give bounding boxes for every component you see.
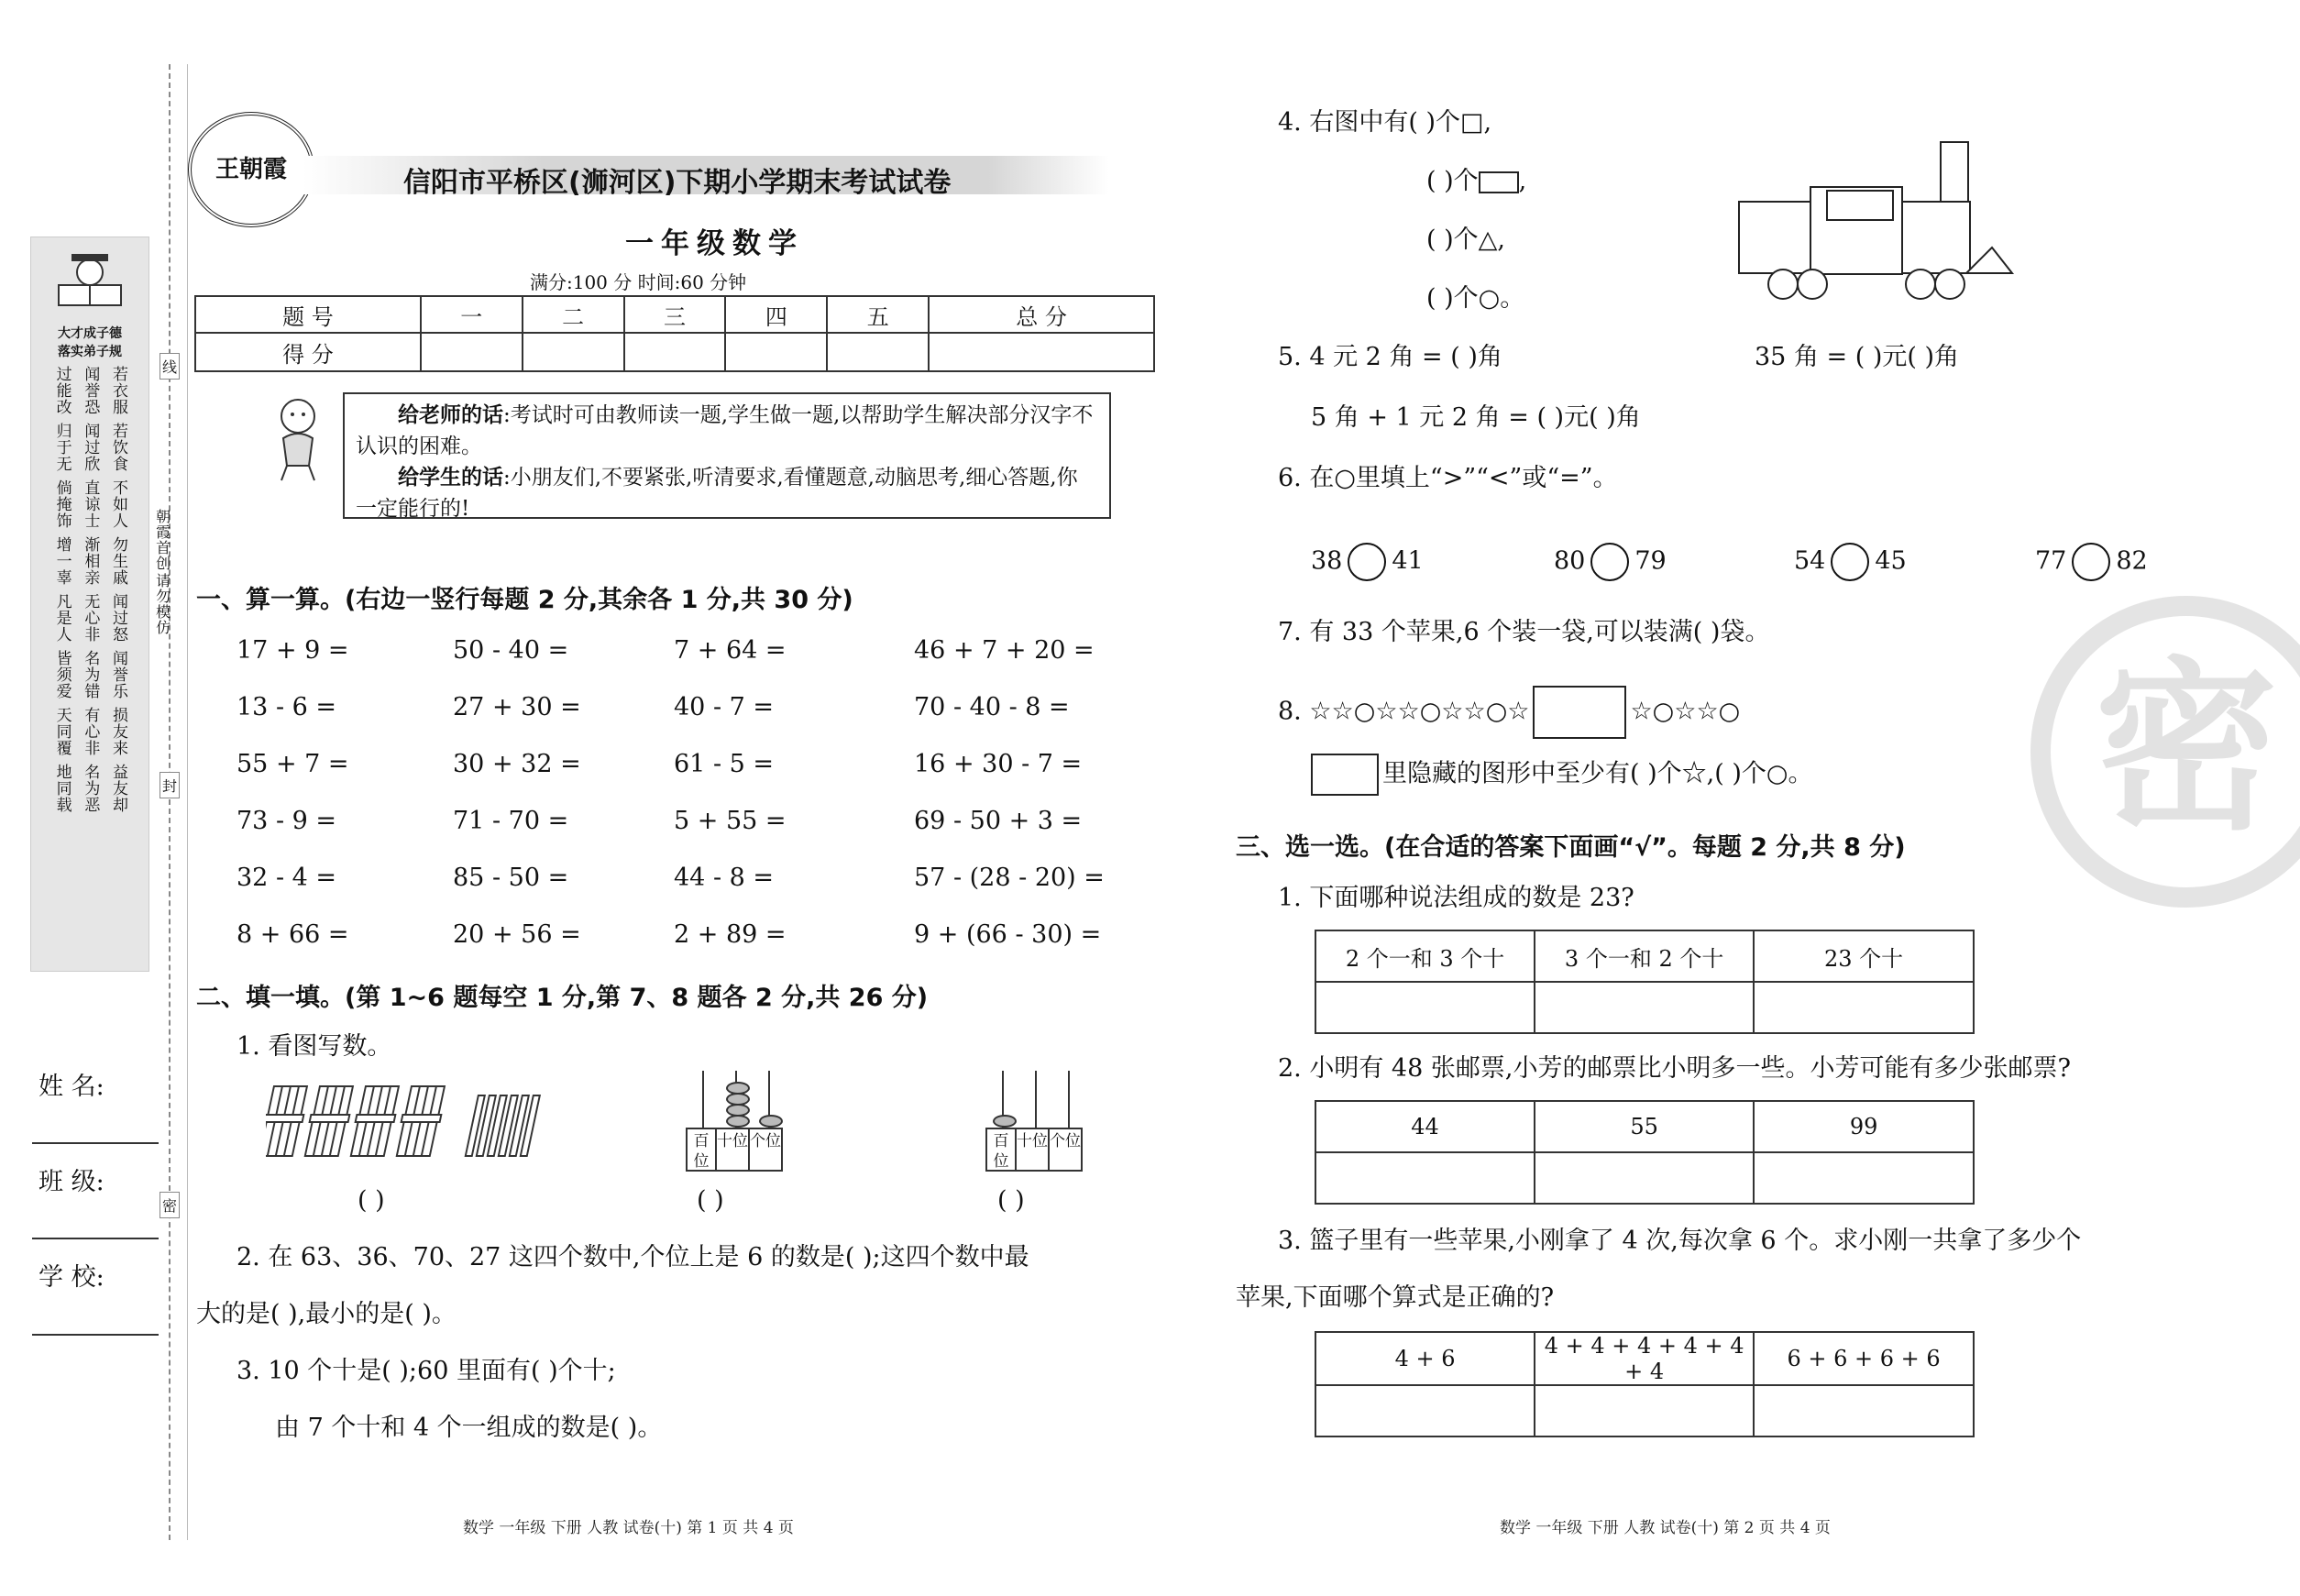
student-note: [356, 462, 1098, 524]
calc-problem: 7 + 64 =: [674, 636, 787, 665]
poem-column: 若衣服: [109, 366, 127, 415]
school-label: 学 校:: [39, 1263, 105, 1292]
answer-cell[interactable]: [1535, 1385, 1754, 1436]
score-input-cell[interactable]: [725, 333, 827, 371]
poem-column: 渐相亲: [81, 536, 100, 586]
compare-3: [1794, 543, 1907, 581]
answer-cell[interactable]: [1754, 1385, 1974, 1436]
score-header-cell: 五: [827, 296, 929, 333]
calc-problem: 70 - 40 - 8 =: [914, 693, 1070, 721]
class-label: 班 级:: [39, 1168, 105, 1196]
question-4-line-4: ( )个○。: [1426, 284, 1525, 313]
abacus-1: [686, 1071, 787, 1176]
question-2-3-line-2: 由 7 个十和 4 个一组成的数是( )。: [275, 1414, 663, 1442]
motto-line-2: 落实弟子规: [58, 345, 122, 359]
place-label-ones: 个位: [750, 1128, 783, 1172]
student-note-label: 给学生的话: [398, 466, 503, 490]
compare-left-value: 80: [1554, 546, 1586, 576]
answer-cell[interactable]: [1754, 982, 1974, 1033]
question-5-part-3: 5 角 + 1 元 2 角 = ( )元( )角: [1311, 403, 1641, 432]
question-8-line-2: [1311, 754, 1812, 796]
question-2-3-line-1: 3. 10 个十是( );60 里面有( )个十;: [237, 1357, 616, 1385]
calc-problem: 73 - 9 =: [237, 807, 337, 835]
options-table-1: [1315, 930, 1975, 1034]
teacher-note-text: :考试时可由教师读一题,学生做一题,以帮助学生解决部分汉字不认识的困难。: [356, 403, 1094, 458]
calc-problem: 32 - 4 =: [237, 864, 337, 892]
section-3-heading: 三、选一选。(在合适的答案下面画“√”。每题 2 分,共 8 分): [1236, 833, 1906, 862]
option-label: 3 个一和 2 个十: [1535, 930, 1754, 982]
poem-column: 凡是人: [52, 593, 72, 643]
compare-right-value: 45: [1875, 546, 1907, 576]
poem-column: 闻誉乐: [109, 650, 127, 699]
compare-circle[interactable]: [1590, 543, 1629, 581]
answer-cell[interactable]: [1535, 1152, 1754, 1204]
student-note-text: :小朋友们,不要紧张,听清要求,看懂题意,动脑思考,细心答题,你一定能行的!: [356, 466, 1078, 521]
exam-meta: 满分:100 分 时间:60 分钟: [530, 271, 747, 293]
notes-box: [343, 392, 1111, 519]
name-label: 姓 名:: [39, 1073, 105, 1101]
poem-column: 天同覆: [52, 707, 72, 756]
margin-solid-line: [187, 64, 188, 1540]
option-label: 99: [1754, 1101, 1974, 1152]
answer-blank-sticks[interactable]: ( ): [358, 1186, 385, 1215]
place-label-ones: 个位: [1050, 1128, 1083, 1172]
score-row-label: 得 分: [195, 333, 421, 371]
score-table: [194, 295, 1155, 372]
section-2-heading: 二、填一填。(第 1~6 题每空 1 分,第 7、8 题各 2 分,共 26 分): [196, 984, 929, 1012]
abacus-bead: [993, 1115, 1017, 1128]
question-2-1: 1. 看图写数。: [237, 1032, 392, 1061]
calc-problem: 20 + 56 =: [453, 920, 581, 949]
compare-left-value: 77: [2035, 546, 2067, 576]
binding-mark-seal: 封: [160, 772, 180, 798]
footer-left: 数学 一年级 下册 人教 试卷(十) 第 1 页 共 4 页: [463, 1519, 794, 1537]
teacher-note: [356, 400, 1098, 462]
teacher-note-label: 给老师的话: [398, 403, 503, 427]
question-3-3-line-2: 苹果,下面哪个算式是正确的?: [1236, 1283, 1555, 1312]
score-header-cell: 二: [523, 296, 624, 333]
question-5-part-2: 35 角 = ( )元( )角: [1755, 343, 1960, 371]
place-label-hundreds: 百位: [985, 1128, 1017, 1172]
stick-bundles-image: [266, 1082, 559, 1164]
compare-4: [2035, 543, 2148, 581]
scholar-icon: [31, 237, 149, 320]
poem-column: 损友来: [109, 707, 127, 756]
calc-problem: 30 + 32 =: [453, 750, 581, 778]
compare-circle[interactable]: [1348, 543, 1386, 581]
answer-cell[interactable]: [1315, 1385, 1535, 1436]
footer-right: 数学 一年级 下册 人教 试卷(十) 第 2 页 共 4 页: [1500, 1519, 1831, 1537]
logo-seal: [188, 112, 314, 227]
score-header-cell: 一: [421, 296, 523, 333]
name-field[interactable]: [32, 1142, 159, 1144]
options-table-3: [1315, 1331, 1975, 1437]
question-4-line-2: [1426, 169, 1526, 193]
question-6: 6. 在○里填上“>”“<”或“=”。: [1278, 464, 1618, 492]
poem-column: 若饮食: [109, 423, 127, 472]
calc-problem: 71 - 70 =: [453, 807, 569, 835]
poem-column: 闻誉恐: [81, 366, 100, 415]
school-field[interactable]: [32, 1334, 159, 1336]
calc-problem: 27 + 30 =: [453, 693, 581, 721]
question-3-2: 2. 小明有 48 张邮票,小芳的邮票比小明多一些。小芳可能有多少张邮票?: [1278, 1054, 2071, 1083]
poem-column: 勿生戚: [109, 536, 127, 586]
score-header-cell: 题 号: [195, 296, 421, 333]
poem-column: 闻过欣: [81, 423, 100, 472]
calc-problem: 5 + 55 =: [674, 807, 787, 835]
question-4-line-1: 4. 右图中有( )个□,: [1278, 108, 1492, 137]
pattern-suffix: ☆○☆☆○: [1630, 697, 1741, 726]
answer-cell[interactable]: [1315, 1152, 1535, 1204]
calc-problem: 16 + 30 - 7 =: [914, 750, 1083, 778]
option-label: 6 + 6 + 6 + 6: [1754, 1332, 1974, 1385]
compare-1: [1311, 543, 1424, 581]
question-2-2-line-1: 2. 在 63、36、70、27 这四个数中,个位上是 6 的数是( );这四个数中最: [237, 1243, 1029, 1271]
poem-column: 名为错: [81, 650, 100, 699]
subject-title: 一年级数学: [625, 227, 804, 260]
option-label: 44: [1315, 1101, 1535, 1152]
calc-problem: 46 + 7 + 20 =: [914, 636, 1095, 665]
section-1-heading: 一、算一算。(右边一竖行每题 2 分,其余各 1 分,共 30 分): [196, 586, 853, 614]
calc-problem: 61 - 5 =: [674, 750, 775, 778]
option-label: 55: [1535, 1101, 1754, 1152]
answer-blank-abacus-1[interactable]: ( ): [697, 1186, 724, 1215]
hidden-box-icon: [1311, 754, 1379, 796]
score-input-cell[interactable]: [624, 333, 726, 371]
compare-right-value: 79: [1634, 546, 1667, 576]
poem-column: 闻过怒: [109, 593, 127, 643]
score-input-cell[interactable]: [523, 333, 624, 371]
question-3-3-line-1: 3. 篮子里有一些苹果,小刚拿了 4 次,每次拿 6 个。求小刚一共拿了多少个: [1278, 1227, 2082, 1255]
rectangle-shape-icon: [1479, 171, 1519, 193]
abacus-2: [985, 1071, 1086, 1176]
class-field[interactable]: [32, 1238, 159, 1239]
score-header-cell: 总 分: [929, 296, 1154, 333]
score-header-cell: 四: [725, 296, 827, 333]
poem-column: 益友却: [109, 764, 127, 813]
compare-circle[interactable]: [1831, 543, 1869, 581]
poem-column: 不如人: [109, 479, 127, 529]
poem-column: 增一辜: [52, 536, 72, 586]
score-input-cell[interactable]: [929, 333, 1154, 371]
margin-note-no-copy: 请勿模仿: [153, 573, 171, 635]
abacus-bead: [759, 1115, 783, 1128]
abacus-bead: [726, 1115, 750, 1128]
calc-problem: 8 + 66 =: [237, 920, 349, 949]
option-label: 23 个十: [1754, 930, 1974, 982]
option-label: 4 + 6: [1315, 1332, 1535, 1385]
poem-column: 无心非: [81, 593, 100, 643]
option-label: 2 个一和 3 个十: [1315, 930, 1535, 982]
question-4-comma: ,: [1518, 167, 1527, 195]
calc-problem: 69 - 50 + 3 =: [914, 807, 1083, 835]
compare-left-value: 54: [1794, 546, 1826, 576]
question-4-rect-count: ( )个: [1426, 167, 1479, 195]
answer-cell[interactable]: [1315, 982, 1535, 1033]
place-label-hundreds: 百位: [686, 1128, 717, 1172]
place-label-tens: 十位: [1017, 1128, 1050, 1172]
poem-column: 名为恶: [81, 764, 100, 813]
score-input-cell[interactable]: [421, 333, 523, 371]
mascot-icon: [261, 392, 335, 484]
compare-2: [1554, 543, 1667, 581]
calc-problem: 13 - 6 =: [237, 693, 337, 721]
poem-column: 直谅士: [81, 479, 100, 529]
poem-column: 有心非: [81, 707, 100, 756]
poem-column: 倘掩饰: [52, 479, 72, 529]
question-8-pattern: [1278, 686, 1740, 739]
place-label-tens: 十位: [717, 1128, 750, 1172]
calc-problem: 50 - 40 =: [453, 636, 569, 665]
motto-panel: [30, 237, 149, 972]
calc-problem: 17 + 9 =: [237, 636, 349, 665]
question-8-text: 里隐藏的图形中至少有( )个☆,( )个○。: [1382, 759, 1813, 788]
calc-problem: 40 - 7 =: [674, 693, 775, 721]
watermark-text: 密: [2094, 642, 2278, 855]
motto-line-1: 大才成子德: [58, 326, 122, 341]
option-label: 4 + 4 + 4 + 4 + 4 + 4: [1535, 1332, 1754, 1385]
logo-text: 王朝霞: [215, 156, 287, 183]
compare-right-value: 41: [1392, 546, 1424, 576]
poem-columns: [31, 366, 149, 813]
binding-mark-secret: 密: [160, 1192, 180, 1218]
margin-note-original: 朝霞首创: [153, 509, 171, 571]
answer-cell[interactable]: [1535, 982, 1754, 1033]
answer-blank-abacus-2[interactable]: ( ): [997, 1186, 1025, 1215]
calc-problem: 85 - 50 =: [453, 864, 569, 892]
train-figure: [1737, 139, 2026, 303]
compare-left-value: 38: [1311, 546, 1343, 576]
poem-column: 地同载: [52, 764, 72, 813]
question-5-part-1: 5. 4 元 2 角 = ( )角: [1278, 343, 1502, 371]
poem-column: 皆须爱: [52, 650, 72, 699]
poem-column: 过能改: [52, 366, 72, 415]
question-7: 7. 有 33 个苹果,6 个装一袋,可以装满( )袋。: [1278, 618, 1770, 646]
question-2-2-line-2: 大的是( ),最小的是( )。: [196, 1300, 457, 1328]
question-4-line-3: ( )个△,: [1426, 226, 1505, 254]
calc-problem: 9 + (66 - 30) =: [914, 920, 1102, 949]
hidden-pattern-box[interactable]: [1533, 686, 1626, 739]
exam-title: 信阳市平桥区(浉河区)下期小学期末考试试卷: [403, 167, 952, 199]
score-header-cell: 三: [624, 296, 726, 333]
compare-circle[interactable]: [2072, 543, 2110, 581]
watermark-seal: [2030, 596, 2300, 908]
answer-cell[interactable]: [1754, 1152, 1974, 1204]
calc-problem: 44 - 8 =: [674, 864, 775, 892]
options-table-2: [1315, 1100, 1975, 1205]
score-input-cell[interactable]: [827, 333, 929, 371]
calc-problem: 57 - (28 - 20) =: [914, 864, 1105, 892]
question-3-1: 1. 下面哪种说法组成的数是 23?: [1278, 884, 1634, 912]
compare-right-value: 82: [2116, 546, 2148, 576]
dashed-binding-line: [169, 64, 171, 1540]
calc-problem: 55 + 7 =: [237, 750, 349, 778]
poem-column: 归于无: [52, 423, 72, 472]
pattern-prefix: 8. ☆☆○☆☆○☆☆○☆: [1278, 697, 1530, 726]
calc-problem: 2 + 89 =: [674, 920, 787, 949]
binding-mark-line: 线: [160, 353, 180, 380]
